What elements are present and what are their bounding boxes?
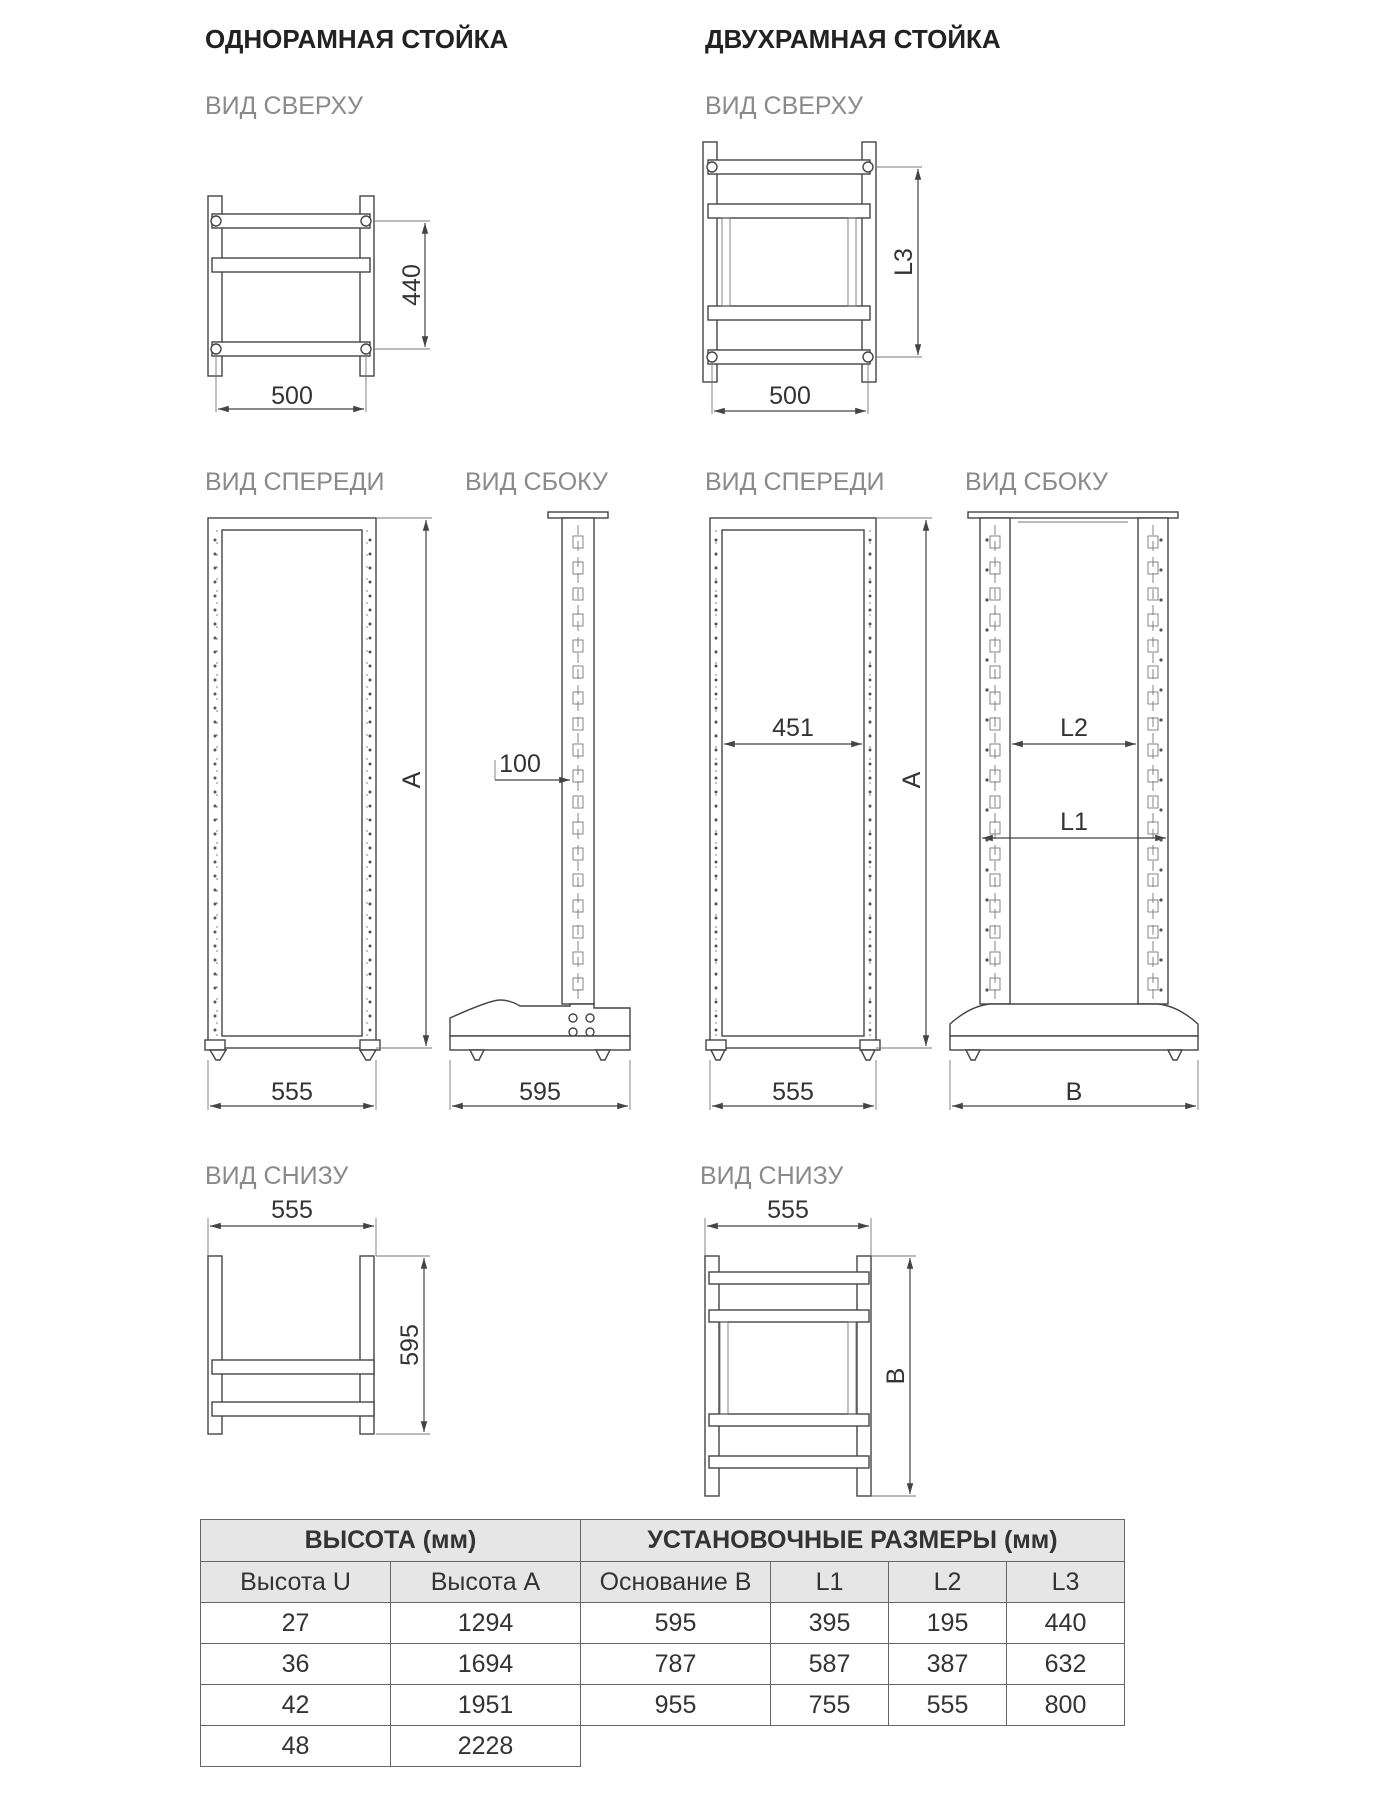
perforation-dot [715, 945, 718, 948]
perforation-dot [869, 1001, 872, 1004]
table-cell: 27 [201, 1603, 391, 1644]
perforation-dot [869, 553, 872, 556]
perforation-dot [369, 1029, 372, 1032]
double-top-width-dim: 500 [769, 382, 811, 410]
perforation-dot [1159, 958, 1162, 961]
perforation-dot [214, 539, 217, 542]
perforation-dot [214, 903, 217, 906]
perforation-dot [869, 679, 872, 682]
perforation-dot [715, 749, 718, 752]
perforation-dot [869, 959, 872, 962]
perforation-dot [869, 539, 872, 542]
table-cell: 195 [889, 1603, 1007, 1644]
perforation-dot [369, 595, 372, 598]
perforation-dot [869, 889, 872, 892]
table-empty-cell [581, 1726, 1125, 1767]
perforation-dot [369, 1001, 372, 1004]
column-header: L3 [1007, 1562, 1125, 1603]
perforation-dot [214, 581, 217, 584]
perforation-dot [1159, 598, 1162, 601]
table-cell: 755 [771, 1685, 889, 1726]
perforation-dot [369, 623, 372, 626]
perforation-dot [715, 623, 718, 626]
perforation-dot [369, 805, 372, 808]
perforation-dot [985, 958, 988, 961]
perforation-dot [985, 718, 988, 721]
perforation-dot [1159, 718, 1162, 721]
single-bottom-width-dim: 555 [271, 1196, 313, 1224]
perforation-dot [985, 808, 988, 811]
double-side-view-label: ВИД СБОКУ [965, 468, 1108, 496]
table-cell: 440 [1007, 1603, 1125, 1644]
table-row [201, 1603, 1125, 1644]
single-bottom-view-label: ВИД СНИЗУ [205, 1162, 349, 1190]
perforation-dot [214, 987, 217, 990]
perforation-dot [369, 539, 372, 542]
perforation-dot [715, 735, 718, 738]
perforation-dot [985, 658, 988, 661]
perforation-dot [715, 609, 718, 612]
single-side-view-drawing [450, 512, 630, 1110]
table-cell: 555 [889, 1685, 1007, 1726]
perforation-dot [985, 838, 988, 841]
perforation-dot [369, 763, 372, 766]
table-cell: 595 [581, 1603, 771, 1644]
perforation-dot [369, 553, 372, 556]
perforation-dot [985, 988, 988, 991]
perforation-dot [715, 553, 718, 556]
perforation-dot [369, 679, 372, 682]
single-top-view-drawing [208, 196, 430, 412]
table-row [201, 1726, 1125, 1767]
table-cell: 387 [889, 1644, 1007, 1685]
single-top-width-dim: 500 [271, 382, 313, 410]
perforation-dot [369, 567, 372, 570]
perforation-dot [1159, 748, 1162, 751]
perforation-dot [214, 623, 217, 626]
perforation-dot [1159, 898, 1162, 901]
perforation-dot [1159, 928, 1162, 931]
perforation-dot [869, 665, 872, 668]
perforation-dot [214, 917, 217, 920]
perforation-dot [869, 875, 872, 878]
perforation-dot [869, 595, 872, 598]
perforation-dot [869, 861, 872, 864]
table-cell: 2228 [391, 1726, 581, 1767]
perforation-dot [214, 721, 217, 724]
single-top-view-label: ВИД СВЕРХУ [205, 92, 364, 120]
perforation-dot [869, 903, 872, 906]
single-front-view-label: ВИД СПЕРЕДИ [205, 468, 385, 496]
perforation-dot [715, 917, 718, 920]
single-side-base-dim: 595 [519, 1078, 561, 1106]
perforation-dot [715, 819, 718, 822]
perforation-dot [214, 889, 217, 892]
table-cell: 587 [771, 1644, 889, 1685]
table-cell: 48 [201, 1726, 391, 1767]
perforation-dot [869, 581, 872, 584]
perforation-dot [369, 791, 372, 794]
perforation-dot [715, 581, 718, 584]
perforation-dot [1159, 538, 1162, 541]
perforation-dot [869, 833, 872, 836]
perforation-dot [869, 805, 872, 808]
perforation-dot [214, 693, 217, 696]
perforation-dot [369, 735, 372, 738]
perforation-dot [985, 598, 988, 601]
perforation-dot [869, 1015, 872, 1018]
perforation-dot [715, 987, 718, 990]
perforation-dot [214, 707, 217, 710]
table-cell: 42 [201, 1685, 391, 1726]
single-rack-title: ОДНОРАМНАЯ СТОЙКА [205, 24, 509, 54]
table-cell: 1951 [391, 1685, 581, 1726]
perforation-dot [869, 609, 872, 612]
perforation-dot [869, 651, 872, 654]
perforation-dot [715, 791, 718, 794]
perforation-dot [214, 959, 217, 962]
table-cell: 787 [581, 1644, 771, 1685]
perforation-dot [869, 707, 872, 710]
perforation-dot [369, 707, 372, 710]
perforation-dot [214, 875, 217, 878]
perforation-dot [369, 637, 372, 640]
perforation-dot [214, 805, 217, 808]
perforation-dot [369, 847, 372, 850]
perforation-dot [214, 651, 217, 654]
perforation-dot [985, 778, 988, 781]
perforation-dot [1159, 688, 1162, 691]
perforation-dot [715, 847, 718, 850]
perforation-dot [985, 538, 988, 541]
perforation-dot [985, 898, 988, 901]
perforation-dot [214, 637, 217, 640]
perforation-dot [214, 791, 217, 794]
perforation-dot [369, 861, 372, 864]
perforation-dot [869, 721, 872, 724]
perforation-dot [369, 581, 372, 584]
perforation-dot [869, 763, 872, 766]
perforation-dot [715, 805, 718, 808]
perforation-dot [369, 1015, 372, 1018]
double-top-view-drawing [703, 142, 922, 414]
perforation-dot [715, 875, 718, 878]
double-front-height-dim: A [898, 771, 926, 789]
double-front-inner-dim: 451 [772, 714, 814, 742]
double-side-l2-dim: L2 [1060, 714, 1088, 742]
single-bottom-depth-dim: 595 [396, 1324, 424, 1366]
perforation-dot [369, 987, 372, 990]
perforation-dot [715, 833, 718, 836]
perforation-dot [369, 693, 372, 696]
perforation-dot [214, 833, 217, 836]
perforation-dot [214, 763, 217, 766]
perforation-dot [715, 567, 718, 570]
perforation-dot [715, 959, 718, 962]
perforation-dot [715, 693, 718, 696]
perforation-dot [214, 1001, 217, 1004]
perforation-dot [869, 567, 872, 570]
perforation-dot [715, 679, 718, 682]
perforation-dot [869, 777, 872, 780]
perforation-dot [1159, 778, 1162, 781]
perforation-dot [369, 777, 372, 780]
perforation-dot [214, 777, 217, 780]
perforation-dot [985, 628, 988, 631]
perforation-dot [715, 539, 718, 542]
perforation-dot [715, 1015, 718, 1018]
perforation-dot [715, 889, 718, 892]
perforation-dot [869, 623, 872, 626]
double-top-depth-dim: L3 [890, 248, 918, 276]
table-row [201, 1644, 1125, 1685]
column-header: Высота U [201, 1562, 391, 1603]
perforation-dot [369, 973, 372, 976]
perforation-dot [869, 1029, 872, 1032]
perforation-dot [1159, 568, 1162, 571]
perforation-dot [214, 1029, 217, 1032]
column-header: Высота А [391, 1562, 581, 1603]
perforation-dot [214, 945, 217, 948]
perforation-dot [869, 735, 872, 738]
perforation-dot [369, 833, 372, 836]
perforation-dot [214, 735, 217, 738]
perforation-dot [985, 568, 988, 571]
perforation-dot [214, 819, 217, 822]
mounting-group-header: УСТАНОВОЧНЫЕ РАЗМЕРЫ (мм) [581, 1520, 1125, 1562]
single-side-view-label: ВИД СБОКУ [465, 468, 608, 496]
perforation-dot [1159, 628, 1162, 631]
single-front-view-drawing [205, 518, 432, 1110]
perforation-dot [715, 903, 718, 906]
column-header: Основание В [581, 1562, 771, 1603]
perforation-dot [869, 847, 872, 850]
perforation-dot [869, 693, 872, 696]
perforation-dot [369, 903, 372, 906]
table-cell: 395 [771, 1603, 889, 1644]
perforation-dot [715, 651, 718, 654]
perforation-dot [214, 973, 217, 976]
perforation-dot [715, 973, 718, 976]
single-side-offset-dim: 100 [499, 750, 541, 778]
perforation-dot [985, 748, 988, 751]
perforation-dot [369, 931, 372, 934]
perforation-dot [1159, 838, 1162, 841]
column-header: L2 [889, 1562, 1007, 1603]
perforation-dot [1159, 988, 1162, 991]
single-front-width-dim: 555 [271, 1078, 313, 1106]
perforation-dot [214, 567, 217, 570]
perforation-dot [715, 931, 718, 934]
double-rack-title: ДВУХРАМНАЯ СТОЙКА [705, 24, 1001, 54]
double-front-width-dim: 555 [772, 1078, 814, 1106]
perforation-dot [369, 917, 372, 920]
perforation-dot [369, 945, 372, 948]
perforation-dot [715, 595, 718, 598]
double-top-view-label: ВИД СВЕРХУ [705, 92, 864, 120]
table-cell: 800 [1007, 1685, 1125, 1726]
double-side-base-dim: B [1065, 1078, 1083, 1106]
perforation-dot [715, 777, 718, 780]
perforation-dot [869, 931, 872, 934]
table-cell: 36 [201, 1644, 391, 1685]
perforation-dot [869, 637, 872, 640]
perforation-dot [214, 679, 217, 682]
double-bottom-width-dim: 555 [767, 1196, 809, 1224]
perforation-dot [214, 749, 217, 752]
perforation-dot [869, 945, 872, 948]
perforation-dot [1159, 868, 1162, 871]
perforation-dot [869, 791, 872, 794]
perforation-dot [1159, 658, 1162, 661]
column-header: L1 [771, 1562, 889, 1603]
perforation-dot [369, 665, 372, 668]
perforation-dot [369, 749, 372, 752]
perforation-dot [214, 609, 217, 612]
perforation-dot [985, 868, 988, 871]
perforation-dot [715, 763, 718, 766]
perforation-dot [715, 861, 718, 864]
perforation-dot [715, 1029, 718, 1032]
perforation-dot [869, 749, 872, 752]
table-cell: 632 [1007, 1644, 1125, 1685]
perforation-dot [985, 688, 988, 691]
double-bottom-depth-dim: B [882, 1367, 910, 1385]
perforation-dot [715, 707, 718, 710]
perforation-dot [369, 609, 372, 612]
perforation-dot [985, 928, 988, 931]
double-front-view-drawing [706, 518, 932, 1110]
perforation-dot [369, 819, 372, 822]
perforation-dot [715, 721, 718, 724]
single-front-height-dim: A [398, 771, 426, 789]
perforation-dot [715, 665, 718, 668]
perforation-dot [715, 1001, 718, 1004]
perforation-dot [869, 973, 872, 976]
double-bottom-view-drawing [705, 1218, 916, 1496]
dimensions-table [200, 1519, 1125, 1767]
table-cell: 955 [581, 1685, 771, 1726]
perforation-dot [214, 553, 217, 556]
perforation-dot [214, 1015, 217, 1018]
double-bottom-view-label: ВИД СНИЗУ [700, 1162, 844, 1190]
double-front-view-label: ВИД СПЕРЕДИ [705, 468, 885, 496]
double-side-l1-dim: L1 [1060, 808, 1088, 836]
table-cell: 1694 [391, 1644, 581, 1685]
perforation-dot [869, 987, 872, 990]
perforation-dot [715, 637, 718, 640]
perforation-dot [214, 847, 217, 850]
perforation-dot [214, 665, 217, 668]
perforation-dot [369, 651, 372, 654]
perforation-dot [869, 819, 872, 822]
height-group-header: ВЫСОТА (мм) [201, 1520, 581, 1562]
perforation-dot [1159, 808, 1162, 811]
perforation-dot [369, 721, 372, 724]
perforation-dot [369, 889, 372, 892]
table-cell: 1294 [391, 1603, 581, 1644]
single-top-depth-dim: 440 [398, 264, 426, 306]
perforation-dot [369, 959, 372, 962]
perforation-dot [214, 595, 217, 598]
perforation-dot [369, 875, 372, 878]
perforation-dot [214, 931, 217, 934]
table-row [201, 1685, 1125, 1726]
perforation-dot [214, 861, 217, 864]
perforation-dot [869, 917, 872, 920]
